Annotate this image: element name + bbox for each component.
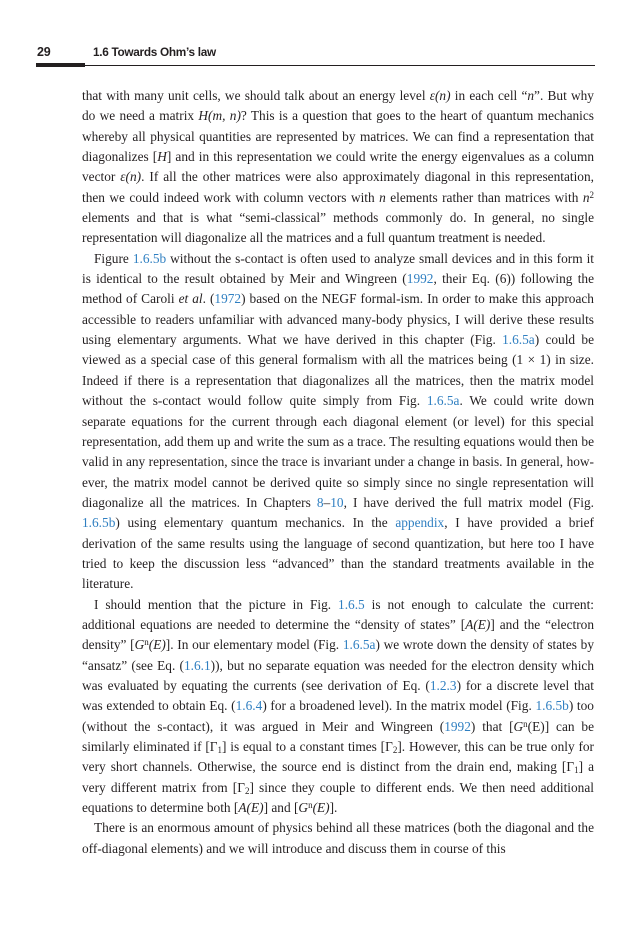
math-E: (E) (148, 637, 166, 653)
section-title: 1.6 Towards Ohm’s law (93, 45, 216, 59)
figure-link[interactable]: 1.6.5a (426, 393, 460, 409)
text-run: ) using elementary quantum mechanics. In the (115, 515, 396, 531)
header-thin-rule (85, 65, 595, 66)
text-run: Figure (94, 250, 133, 266)
math-G: G (513, 718, 524, 734)
text-run: that with many unit cells, we should talk about an energy level (82, 88, 430, 103)
text-run: ]. (329, 800, 338, 816)
text-run: ] since they couple to different ends. We then need additional equations to determine both [ (82, 779, 594, 816)
appendix-link[interactable]: appendix (395, 515, 445, 531)
text-run: , their Eq. (6)) following the method of Caroli (82, 271, 595, 307)
text-run: – (323, 494, 331, 510)
citation-link[interactable]: 1992 (406, 271, 434, 287)
equation-link[interactable]: 1.2.3 (429, 677, 457, 693)
text-run: ] is equal to a constant times [Γ (222, 739, 393, 754)
superscript: 2 (589, 189, 595, 200)
text-run: ? This is a question that goes to the heart of quantum mechanics whereby all physical quantities are represented by matrices. We can find a representation that diagonalizes [ (82, 108, 594, 165)
paragraph-3 (82, 595, 594, 819)
text-run: (E)] can be similarly eliminated if [Γ (82, 718, 594, 754)
text-run: ]. In our elementary model (Fig. (165, 637, 343, 653)
text-run: , I have provided a brief derivation of the same results using the language of second quantization, but here too I have tried to keep the discussion less “advanced” than the standard treatments available in the literature. (82, 515, 594, 592)
chapter-link[interactable]: 10 (330, 494, 344, 510)
figure-link[interactable]: 1.6.5b (82, 515, 116, 531)
text-run: ) could be viewed as a special case of this general formalism with all the matrices being (1 × 1) in size. Indeed if there is a representation that diagonalizes all the matrices, then the matrix model without the s-contact would follow quite simply from Fig. (82, 332, 595, 409)
text-run: ) for a broadened level). In the matrix model (Fig. (262, 698, 536, 714)
chapter-link[interactable]: 8 (316, 494, 324, 510)
text-run: is not enough to calculate the current: additional equations are needed to determine the “density of states” [ (82, 596, 594, 632)
equation-link[interactable]: 1.6.4 (235, 698, 263, 714)
text-run: ] and [ (263, 800, 299, 816)
paragraph-4 (82, 818, 594, 859)
superscript: n (308, 800, 313, 811)
text-run: ) that [ (470, 718, 514, 734)
math-G: G (134, 637, 145, 653)
math-A-E: A(E) (465, 616, 491, 632)
et-al: et al (178, 291, 203, 307)
text-run: ) for a discrete level that was extended to obtain Eq. ( (82, 677, 594, 714)
subscript: 2 (244, 785, 250, 796)
math-epsilon-n: ε(n) (120, 169, 142, 185)
paragraph-2 (82, 249, 594, 595)
text-run: elements rather than matrices with (385, 189, 583, 205)
superscript: n (144, 637, 149, 648)
paragraph-1 (82, 86, 594, 249)
text-run: ) too (without the s-contact), it was argued in Meir and Wingreen ( (82, 698, 594, 734)
figure-link[interactable]: 1.6.5a (342, 637, 376, 653)
figure-link[interactable]: 1.6.5b (535, 698, 569, 714)
math-H: H (157, 149, 167, 165)
subscript: 2 (392, 745, 398, 755)
text-run: ) we wrote down the density of states by “ansatz” (see Eq. ( (82, 637, 594, 673)
text-run: . We could write down separate equations for the current through each diagonal element (or level) for this special representation, add them up and write the sum as a trace. The resulting equations would then be valid in any representation, since the trace is invariant under a change in basis. In general, how-ever, the matrix model cannot be derived quite so simply since no single representation will diagonalize all the matrices. In Chapters (82, 393, 594, 510)
math-n: n (379, 189, 386, 205)
citation-link[interactable]: 1972 (214, 291, 242, 307)
text-run: I should mention that the picture in Fig. (94, 596, 339, 612)
subscript: 1 (217, 745, 223, 755)
math-H-m-n: H(m, n) (198, 108, 241, 124)
page-number: 29 (37, 45, 51, 59)
text-run: elements and that is what “semi-classical” methods commonly do. In general, no single representation will diagonalize all the matrices and a full quantum treatment is needed. (82, 210, 594, 246)
text-run: )), but no separate equation was needed for the electron density which was evaluated by equating the currents (see derivation of Eq. ( (82, 657, 594, 693)
math-G: G (298, 800, 309, 816)
running-header (36, 42, 596, 66)
figure-link[interactable]: 1.6.5b (132, 250, 167, 266)
text-run: ]. However, this can be true only for very short channels. Otherwise, the source end is distinct from the drain end, making [Γ (82, 739, 594, 775)
text-run: ] and the “electron density” [ (82, 616, 594, 653)
figure-link[interactable]: 1.6.5 (338, 596, 365, 612)
text-run: . ( (202, 291, 215, 307)
text-run: ”. But why do we need a matrix (82, 88, 594, 124)
math-E: (E) (312, 800, 330, 816)
figure-link[interactable]: 1.6.5a (502, 332, 535, 348)
citation-link[interactable]: 1992 (444, 718, 471, 734)
text-run: without the s-contact is often used to analyze small devices and in this form it is identical to the result obtained by Meir and Wingreen ( (82, 250, 594, 287)
text-run: ] and in this representation we could write the energy eigenvalues as a column vector (82, 149, 594, 185)
text-run: ] a very different matrix from [Γ (82, 759, 594, 795)
subscript: 1 (574, 765, 579, 776)
math-n: n (582, 189, 590, 205)
math-epsilon-n: ε(n) (429, 88, 451, 103)
text-run: There is an enormous amount of physics behind all these matrices (both the diagonal and the off-diagonal elements) and we will introduce and discuss them in course of this (82, 820, 594, 856)
header-thick-rule (36, 63, 85, 67)
superscript: n (523, 718, 528, 729)
body-text (82, 86, 594, 859)
text-run: , I have derived the full matrix model (Fig. (343, 494, 594, 510)
text-run: ) based on the NEGF formal-ism. In order to make this approach accessible to readers unfamiliar with advanced many-body physics, I will derive these results using elementary arguments. What we have derived in this chapter (Fig. (82, 291, 594, 348)
math-n: n (527, 88, 535, 103)
math-A-E: A(E) (238, 800, 264, 816)
text-run: in each cell “ (450, 88, 528, 103)
text-run: . If all the other matrices were also approximately diagonal in this representation, then we could indeed work with column vectors with (82, 169, 594, 205)
equation-link[interactable]: 1.6.1 (183, 657, 211, 673)
